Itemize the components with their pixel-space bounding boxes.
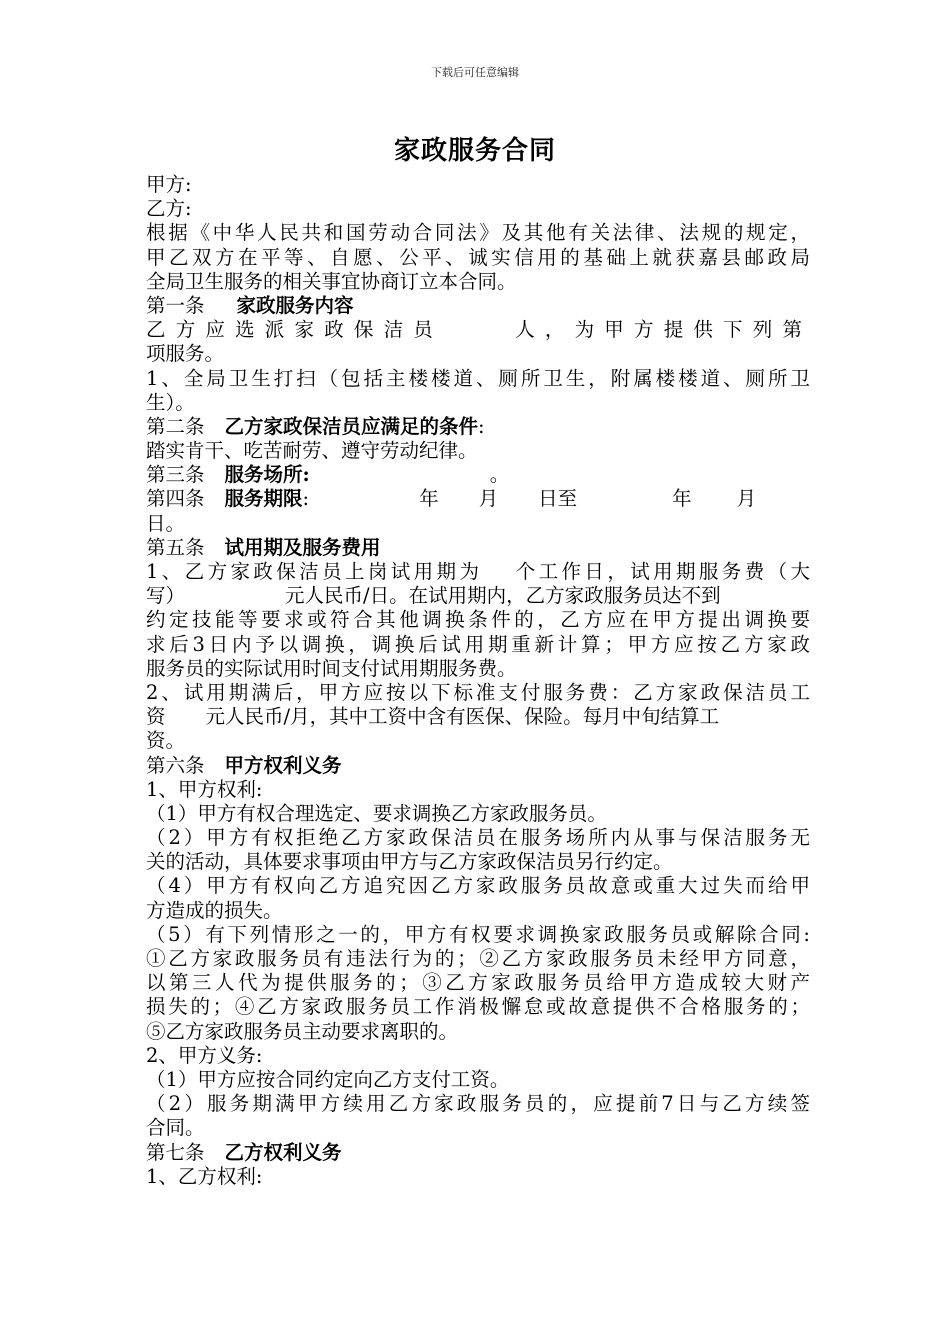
article-1-line: 项服务。 [146,342,225,366]
article-5-line [146,584,810,608]
article-text: 乙方应选派家政保洁员 [146,318,443,342]
document-title: 家政服务合同 [393,136,556,166]
article-6-item: （5）有下列情形之一的，甲方有权要求调换家政服务员或解除合同: [146,922,810,946]
article-title: 乙方家政保洁员应满足的条件 [224,414,479,438]
article-6-item: （1）甲方应按合同约定向乙方支付工资。 [146,1067,510,1091]
party-b-line: 乙方: [146,197,192,221]
article-7-subheading: 1、乙方权利: [146,1164,263,1188]
article-1-item: 1、全局卫生打扫（包括主楼楼道、厕所卫生，附属楼楼道、厕所卫 [146,366,810,390]
article-7-heading [146,1141,810,1165]
article-title: 乙方权利义务 [224,1140,342,1164]
party-a-line: 甲方: [146,173,192,196]
article-colon: : [302,487,310,511]
article-6-item: 损失的；④乙方家政服务员工作消极懈怠或故意提供不合格服务的； [146,995,810,1019]
date-month: 月 [736,487,757,511]
article-text: 元人民币/日。在试用期内，乙方家政服务员达不到 [285,584,721,608]
article-number: 第二条 [146,414,205,438]
article-number: 第一条 [146,293,205,317]
article-5-line: 资。 [146,729,186,753]
article-6-item: ①乙方家政服务员有违法行为的；②乙方家政服务员未经甲方同意， [146,947,810,970]
article-text: 人，为甲方提供下列第 [513,318,810,342]
article-6-item: （2）服务期满甲方续用乙方家政服务员的，应提前7日与乙方续签 [146,1092,810,1116]
article-title: 服务期限 [224,487,303,511]
article-5-line: 2、试用期满后，甲方应按以下标准支付服务费：乙方家政保洁员工 [146,680,810,704]
contract-body [146,173,810,1189]
article-4-heading [146,487,810,511]
article-2-heading [146,415,810,439]
article-number: 第五条 [146,535,205,559]
article-6-item: ⑤乙方家政服务员主动要求离职的。 [146,1019,459,1043]
article-6-item: （2）甲方有权拒绝乙方家政保洁员在服务场所内从事与保洁服务无 [146,826,810,850]
article-text: 元人民币/月，其中工资中含有医保、保险。每月中旬结算工 [205,705,720,729]
article-1-item: 生）。 [146,390,195,414]
intro-line: 根据《中华人民共和国劳动合同法》及其他有关法律、法规的规定， [146,221,810,245]
article-title: 试用期及服务费用 [224,535,381,559]
article-number: 第三条 [146,463,205,487]
page-header-note: 下载后可任意编辑 [431,66,519,79]
date-year: 年 [672,487,692,511]
date-day-to: 日至 [538,487,578,511]
intro-line: 全局卫生服务的相关事宜协商订立本合同。 [146,269,517,293]
article-6-item: （1）甲方有权合理选定、要求调换乙方家政服务员。 [146,801,607,825]
article-text: 资 [146,705,166,729]
article-2-body: 踏实肯干、吃苦耐劳、遵守劳动纪律。 [146,439,478,463]
article-text: 写） [146,584,186,608]
date-month: 月 [478,487,499,511]
article-6-item: 以第三人代为提供服务的；③乙方家政服务员给甲方造成较大财产 [146,971,810,995]
article-number: 第七条 [146,1140,205,1164]
article-title: 服务场所: [224,463,310,487]
article-end-mark: 。 [489,463,510,487]
article-6-item: 方造成的损失。 [146,898,283,922]
article-text: 1、乙方家政保洁员上岗试用期为 [146,560,483,583]
article-6-heading [146,754,810,778]
article-4-line: 日。 [146,511,186,535]
article-3-heading [146,463,810,487]
article-6-subheading: 1、甲方权利: [146,777,263,801]
intro-line: 甲乙双方在平等、自愿、公平、诚实信用的基础上就获嘉县邮政局 [146,245,810,269]
article-5-line: 约定技能等要求或符合其他调换条件的，乙方应在甲方提出调换要 [146,608,810,632]
article-1-line [146,318,810,342]
article-colon: : [478,414,485,438]
article-6-item: （4）甲方有权向乙方追究因乙方家政服务员故意或重大过失而给甲 [146,874,810,898]
article-5-line: 求后3日内予以调换，调换后试用期重新计算；甲方应按乙方家政 [146,632,810,656]
article-5-heading [146,536,810,560]
article-6-item: 关的活动，具体要求事项由甲方与乙方家政保洁员另行约定。 [146,850,673,874]
article-6-subheading: 2、甲方义务: [146,1043,263,1067]
date-year: 年 [419,487,439,511]
article-number: 第六条 [146,753,205,777]
article-number: 第四条 [146,487,205,511]
article-text: 个工作日，试用期服务费（大 [512,560,810,583]
article-5-line: 服务员的实际试用时间支付试用期服务费。 [146,656,517,680]
article-6-item: 合同。 [146,1116,205,1140]
article-title: 甲方权利义务 [224,753,342,777]
article-5-line [146,705,810,729]
article-title: 家政服务内容 [236,293,354,317]
article-5-line [146,560,810,584]
article-1-heading [146,294,810,318]
